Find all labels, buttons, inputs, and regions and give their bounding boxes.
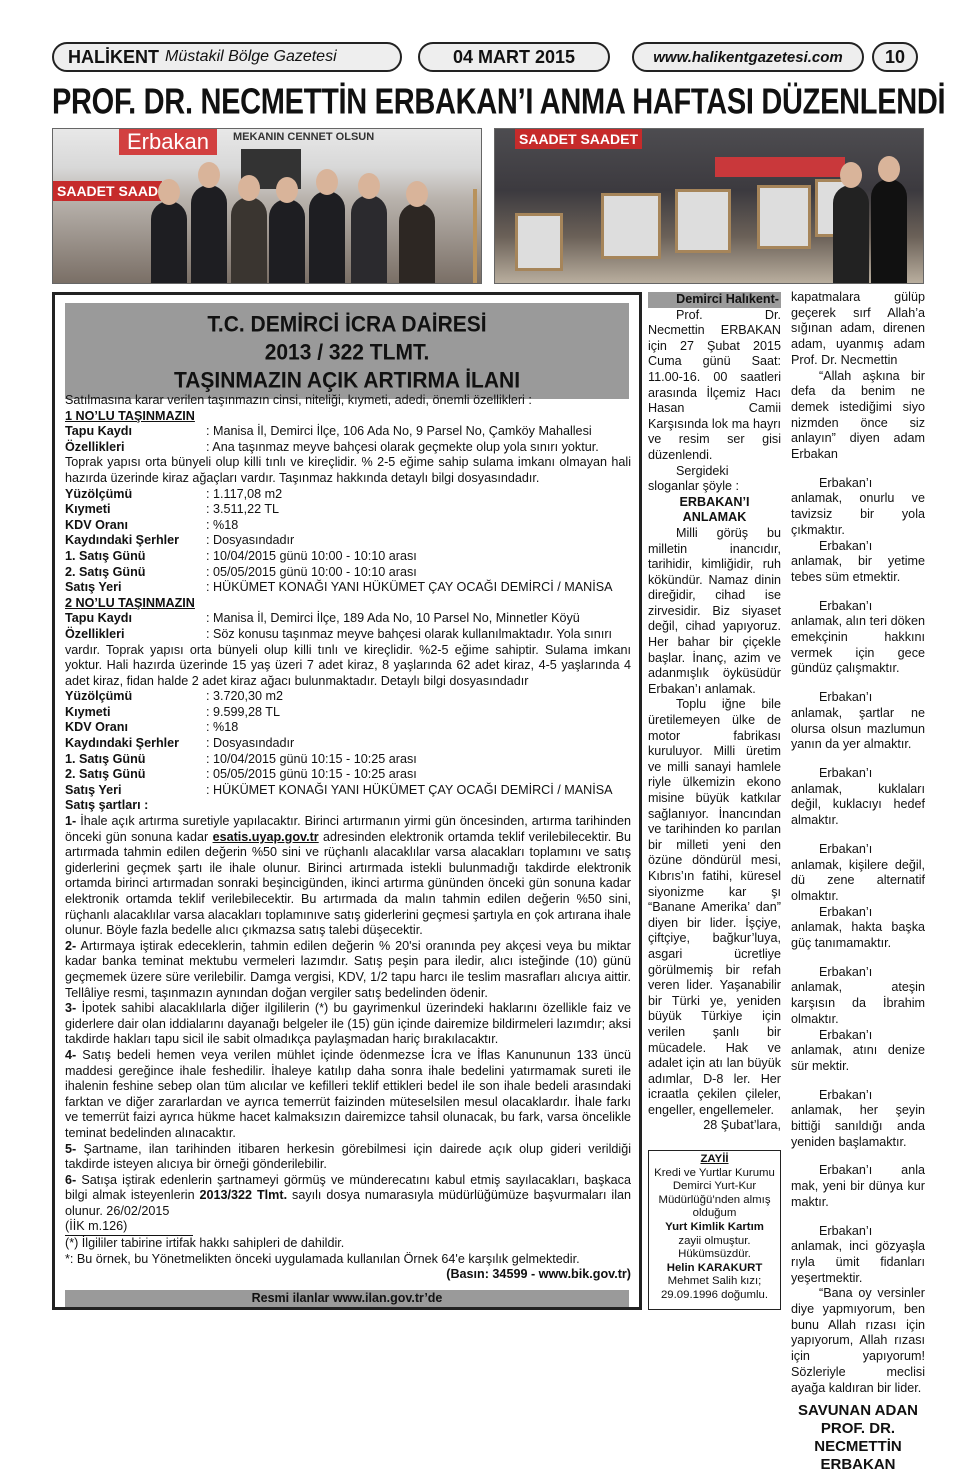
lost-item: Yurt Kimlik Kartım [665, 1220, 764, 1233]
property-2-sale-day-1: 1. Satış Günü : 10/04/2015 günü 10:15 - 10:25 arası [65, 751, 417, 766]
person-figure [833, 185, 869, 283]
lost-notice-box [648, 1150, 781, 1310]
property-2-vat: KDV Oranı : %18 [65, 720, 239, 735]
person-figure [151, 201, 187, 283]
property-1-area: Yüzölçümü : 1.117,08 m2 [65, 486, 283, 501]
article-paragraph: “Allah aşkına bir defa da benim ne demek istediğimi siyo nizmden önce siz anlayın” diyen adam Erbakan [791, 368, 925, 462]
owner-details: Mehmet Salih kızı; 29.09.1996 doğumlu. [660, 1275, 769, 1301]
face-icon [238, 175, 260, 201]
property-1-features: Özellikleri : Ana taşınmaz meyve bahçesi olarak geçmekte olup yola sınırı yoktur. [65, 439, 599, 454]
property-2-heading: 2 NO’LU TAŞINMAZIN [65, 595, 195, 610]
court-name: T.C. DEMİRCİ İCRA DAİRESİ [207, 312, 487, 337]
condition-4: 4- Satış bedeli hemen veya verilen mühlet içinde ödenmezse İcra ve İflas Kanununun 133 üncü maddesi gereğince ihale feshedilir. İhaleye katılıp daha sonra ihale bedelini yatırmamak sureti ile ihalenin feshine sebep olan tüm alıcılar ve kefilleri teklif ettikleri bedel ile son ihale bedeli arasındaki farktan ve diğer zararlardan ve ayrıca temerrüt faizinden müteselsilen mesul olacaklardır. İhale farkı ve temerrüt faizi ayrıca hükme hacet kalmaksızın dairemizce tahsil olunacak, bu fark, varsa öncelikle teminat bedelinden alınacaktır. [65, 1047, 631, 1140]
photo-exhibition [494, 128, 924, 284]
article-column-3 [791, 290, 925, 1474]
article-paragraph: Toplu iğne bile üretilemeyen ülke de motor fabrikası kuruluyor. Milli üretim ve milli sanayi hamlele riyle ülkemizin ekono misine büyük katkılar sağlanıyor. İnancından ve tarihinden ko parılan bir milleti yeni den özüne döndürül mesi, Kıbrıs’ın fatihi, küresel siyonizme kar şı “Banane Amerika’ dan” diyen bir lider. İşçiye, çiftçiye, bağkur’luya, asgari ücretliye görülmemiş bir refah veren lider. Yaşanabilir bir Türki ye, yeniden büyük Türkiye için verilen şanlı bir mücadele. Hak ve adalet için atı lan büyük adımlar, D-8 ler. Her icraatla çekilen çileler, engeller, engellemeler. [648, 697, 781, 1117]
esatis-link[interactable]: esatis.uyap.gov.tr [212, 829, 319, 844]
property-2-value: Kıymeti : 9.599,28 TL [65, 704, 280, 719]
site-url[interactable]: www.halikentgazetesi.com [632, 42, 864, 72]
article-paragraph: “Bana oy versinler diye yapmıyorum, ben bunu Allah rızası için yapıyorum, Allah rızası için yapıyorum! Sözleriyle meclisi ayağa kaldıran bir lider. [791, 1286, 925, 1395]
note-2: *: Bu örnek, bu Yönetmelikten önceki uygulamada kullanılan Örnek 64'e karşılık gelmektedir. [65, 1251, 580, 1266]
person-figure [231, 197, 267, 283]
notice-title: TAŞINMAZIN AÇIK ARTIRMA İLANI [173, 368, 521, 393]
photo2-banner-saadet: SAADET SAADET [515, 129, 642, 149]
article-paragraph: Erbakan’ı anlamak, onurlu ve tavizsiz bir yola çıkmaktır. [791, 475, 925, 537]
article-paragraph: Erbakan’ı anlamak, inci gözyaşla rıyla ümit fidanları yeşertmektir. [791, 1223, 925, 1285]
conditions-heading: Satış şartları : [65, 798, 149, 813]
press-code: (Basın: 34599 - www.bik.gov.tr) [446, 1267, 631, 1282]
photo1-banner-slogan: MEKANIN CENNET OLSUN [233, 131, 375, 143]
condition-5: 5- Şartname, ilan tarihinden itibaren herkesin görebilmesi için dairede açık olup gideri verildiği takdirde isteyen alıcıya bir örneği gönderilebilir. [65, 1141, 631, 1172]
article-paragraph: Erbakan’ı anlamak, şartlar ne olursa olsun mazlumun yanın da yer almaktır. [791, 690, 925, 752]
condition-3: 3- İpotek sahibi alacaklılarla diğer ilgililerin (*) bu gayrimenkul üzerindeki haklarını özellikle faiz ve giderlere dair olan iddialarını dayanağı belgeler ile (15) gün içinde dairemize bildirmeleri lazımdır; aksi takdirde hakları tapu sicil ile sabit olmadıkça paylaşmadan hariç bırakılacaktır. [65, 1001, 631, 1047]
red-banner [715, 157, 845, 177]
easel-photo [675, 189, 731, 253]
person-figure [871, 179, 907, 283]
person-figure [191, 185, 227, 283]
article-subheading: ERBAKAN’I ANLAMAK [679, 494, 750, 525]
article-paragraph: Erbakan’ı anlamak, ateşin karşısın da İbrahim olmaktır. [791, 964, 925, 1026]
lost-notice-text: Kredi ve Yurtlar Kurumu Demirci Yurt-Kur Müdürlüğü’nden almış olduğum [654, 1166, 775, 1220]
article-paragraph: Erbakan’ı anlamak, kişilere değil, dü zene alternatif olmaktır. [791, 841, 925, 903]
article-column-2 [648, 292, 781, 1134]
property-2-sale-place: Satış Yeri : HÜKÜMET KONAĞI YANI HÜKÜMET ÇAY OCAĞI DEMİRCİ / MANİSA [65, 782, 613, 797]
article-paragraph: Erbakan’ı anlamak, alın teri döken emekçinin hakkını vermek için gece gündüz çalışmaktır. [791, 598, 925, 676]
property-1-sale-day-1: 1. Satış Günü : 10/04/2015 günü 10:00 - 10:10 arası [65, 548, 417, 563]
article-paragraph: Erbakan’ı anla mak, yeni bir dünya kur maktır. [791, 1163, 925, 1209]
property-2-features: Özellikleri : Söz konusu taşınmaz meyve bahçesi olarak kullanılmaktadır. Yola sınırı [65, 626, 613, 641]
easel-photo [601, 193, 661, 259]
property-1-sale-place: Satış Yeri : HÜKÜMET KONAĞI YANI HÜKÜMET ÇAY OCAĞI DEMİRCİ / MANİSA [65, 580, 613, 595]
article-paragraph: Prof. Dr. Necmettin ERBAKAN için 27 Şubat 2015 Cuma günü Saat: 11.00-16. 00 saatleri arasında İlçemiz Hacı Hasan Camii Karşısında lok ma hayrı ve resim ser gisi düzenlendi. [648, 307, 781, 462]
property-1-heading: 1 NO’LU TAŞINMAZIN [65, 408, 195, 423]
official-ads-footer[interactable]: Resmi ilanlar www.ilan.gov.tr’de [65, 1290, 629, 1307]
article-paragraph: Erbakan’ı anlamak, bir yetime tebes süm etmektir. [791, 538, 925, 584]
property-2-description: vardır. Toprak yapısı orta bünyeli olup killi tınlı ve kireçlidir. %2-5 eğime sahiptir. Sulama imkanı yoktur. Hali hazırda üzerinde 15 yaş üzeri 7 adet kiraz, 8 yaşlarında 62 adet kiraz, 4-5 yaşlarında 4 adet kiraz, fidan halde 2 adet kiraz ağacı bulunmaktadır. Detaylı bilgi dosyasındadır [65, 642, 631, 688]
property-1-vat: KDV Oranı : %18 [65, 517, 239, 532]
property-1-title-deed: Tapu Kaydı : Manisa İl, Demirci İlçe, 106 Ada No, 9 Parsel No, Çamköy Mahallesi [65, 424, 592, 439]
photo-group-portrait [52, 128, 482, 284]
iik-reference: (İİK m.126) [65, 1219, 631, 1236]
article-paragraph: Erbakan’ı anlamak, hakta başka güç tanımamaktır. [791, 904, 925, 951]
property-2-area: Yüzölçümü : 3.720,30 m2 [65, 689, 284, 704]
property-1-description: Toprak yapısı orta bünyeli olup killi tınlı ve kireçlidir. % 2-5 eğime sahip sulama imkanı olmayan hali hazırda üzerinde kiraz ağaçları vardır. Taşınmaz hakkında detaylı bilgi dosyasındadır. [65, 455, 631, 485]
lost-notice-title: ZAYİİ [700, 1153, 729, 1165]
file-number: 2013 / 322 TLMT. [264, 340, 430, 365]
article-paragraph: Milli görüş bu milletin inancıdır, tarihidir, kimliğidir, ruh kökündür. Namaz dinin direğidir, cihad ise zirvesidir. Biz siyaset değil, cihad yapıyoruz. Her bahar bir çiçekle başlar. İnanç, azim ve adanmışlık öyküsüdür Erbakan’ı anlamak. [648, 525, 781, 696]
property-2-title-deed: Tapu Kaydı : Manisa İl, Demirci İlçe, 189 Ada No, 10 Parsel No, Minnetler Köyü [65, 611, 580, 626]
dateline: Demirci Halıkent- [648, 292, 781, 308]
page-headline: PROF. DR. NECMETTİN ERBAKAN’I ANMA HAFTASI DÜZENLENDİ [52, 82, 946, 122]
person-figure [351, 195, 387, 283]
lost-notice-status: zayii olmuştur. Hükümsüzdür. [678, 1234, 751, 1261]
article-paragraph: Sergideki sloganlar şöyle : [648, 463, 740, 494]
property-2-sale-day-2: 2. Satış Günü : 05/05/2015 günü 10:15 - 10:25 arası [65, 767, 417, 782]
auction-header [65, 303, 629, 399]
article-paragraph: Erbakan’ı anlamak, kuklaları değil, kuklacıyı hedef almaktır. [791, 765, 925, 828]
property-1-annotations: Kaydındaki Şerhler : Dosyasındadır [65, 533, 295, 548]
condition-6: 6- Satışa iştirak edenlerin şartnameyi görmüş ve münderecatını kabul etmiş sayılacakları, başkaca bilgi almak isteyenlerin 2013/322 Tlmt. sayılı dosya numarasıyla müdürlüğümüze başvurmaları ilan olunur. 26/02/2015 [65, 1172, 631, 1218]
article-paragraph: 28 Şubat’lara, [703, 1118, 781, 1133]
auction-notice [52, 292, 642, 1310]
face-icon [316, 169, 338, 195]
property-1-value: Kıymeti : 3.511,22 TL [65, 502, 280, 517]
intro-text: Satılmasına karar verilen taşınmazın cinsi, niteliği, kıymeti, adedi, önemli özellikleri : [65, 393, 532, 407]
pole [473, 189, 477, 284]
article-paragraph: Erbakan’ı anlamak, atını denize sür mektir. [791, 1027, 925, 1073]
easel-photo [757, 185, 811, 249]
person-figure [399, 203, 435, 283]
article-signature: SAVUNAN ADAN PROF. DR. NECMETTİN ERBAKAN [798, 1402, 918, 1474]
article-paragraph: Erbakan’ı anlamak, her şeyin bittiği sanıldığı anda yeniden başlamaktır. [791, 1087, 925, 1149]
condition-2: 2- Artırmaya iştirak edeceklerin, tahmin edilen değerin % 20'si oranında pey akçesi veya bu miktar kadar banka teminat mektubu vermeleri lazımdır. Satış peşin para iledir, alıcı isteğinde (10) günü geçmemek üzere süre verilebilir. Damga vergisi, KDV, 1/2 tapu harcı ile teslim masrafları alıcıya aittir. Tellâliye resmi, taşınmazın aynından doğan vergiler satış bedelinden ödenir. [65, 938, 631, 1000]
brand-subtitle: Müstakil Bölge Gazetesi [165, 48, 337, 65]
property-2-annotations: Kaydındaki Şerhler : Dosyasındadır [65, 736, 295, 751]
auction-body [65, 393, 631, 1283]
page-number: 10 [872, 42, 918, 72]
property-1-sale-day-2: 2. Satış Günü : 05/05/2015 günü 10:00 - 10:10 arası [65, 564, 417, 579]
brand-name: HALİKENT [68, 46, 159, 67]
face-icon [276, 177, 298, 203]
masthead-title [52, 42, 402, 72]
face-icon [840, 162, 862, 188]
face-icon [406, 181, 428, 207]
issue-date: 04 MART 2015 [418, 42, 610, 72]
easel-photo [515, 213, 563, 271]
face-icon [358, 173, 380, 199]
face-icon [198, 162, 220, 188]
photo1-banner-erbakan: Erbakan [119, 129, 217, 155]
article-paragraph: kapatmalara gülüp geçerek sırf Allah’a sığınan adam, direnen adam, uyanmış adam Prof. Dr. Necmettin [791, 290, 925, 367]
photo1-banner-saadet: SAADET SAAD [53, 181, 162, 201]
face-icon [158, 179, 180, 205]
person-figure [309, 191, 345, 283]
owner-name: Helin KARAKURT [666, 1261, 763, 1274]
face-icon [878, 156, 900, 182]
condition-1: 1- İhale açık artırma suretiyle yapılacaktır. Birinci artırmanın yirmi gün öncesinden, artırma tarihinden önceki gün sonuna kadar esatis.uyap.gov.tr adresinden elektronik ortamda teklif verilebilecektir. Bu artırmada tahmin edilen değerin %50 sini ve rüçhanlı alacaklılar varsa alacakları toplamını ve satış giderlerini geçmek şartı ile ihale olunur. Birinci artırmada istekli bulunmadığı takdirde elektronik ortamda birinci artırmadan sonraki beşincigünden, ikinci artırma gününden önceki gün sonuna kadar elektronik ortamda teklif verilebilecektir. Bu artırmada da malın tahmin edilen değerin %50 sini, rüçhanlı alacaklılar varsa alacakları toplamınıve satış giderlerini geçmesi şartıyla en çok artırana ihale olunur. Böyle fazla bedelle alıcı çıkmazsa satış talebi düşecektir. [65, 814, 631, 938]
note-1: (*) İlgililer tabirine irtifak hakkı sahipleri de dahildir. [65, 1236, 345, 1251]
person-figure [269, 199, 305, 283]
